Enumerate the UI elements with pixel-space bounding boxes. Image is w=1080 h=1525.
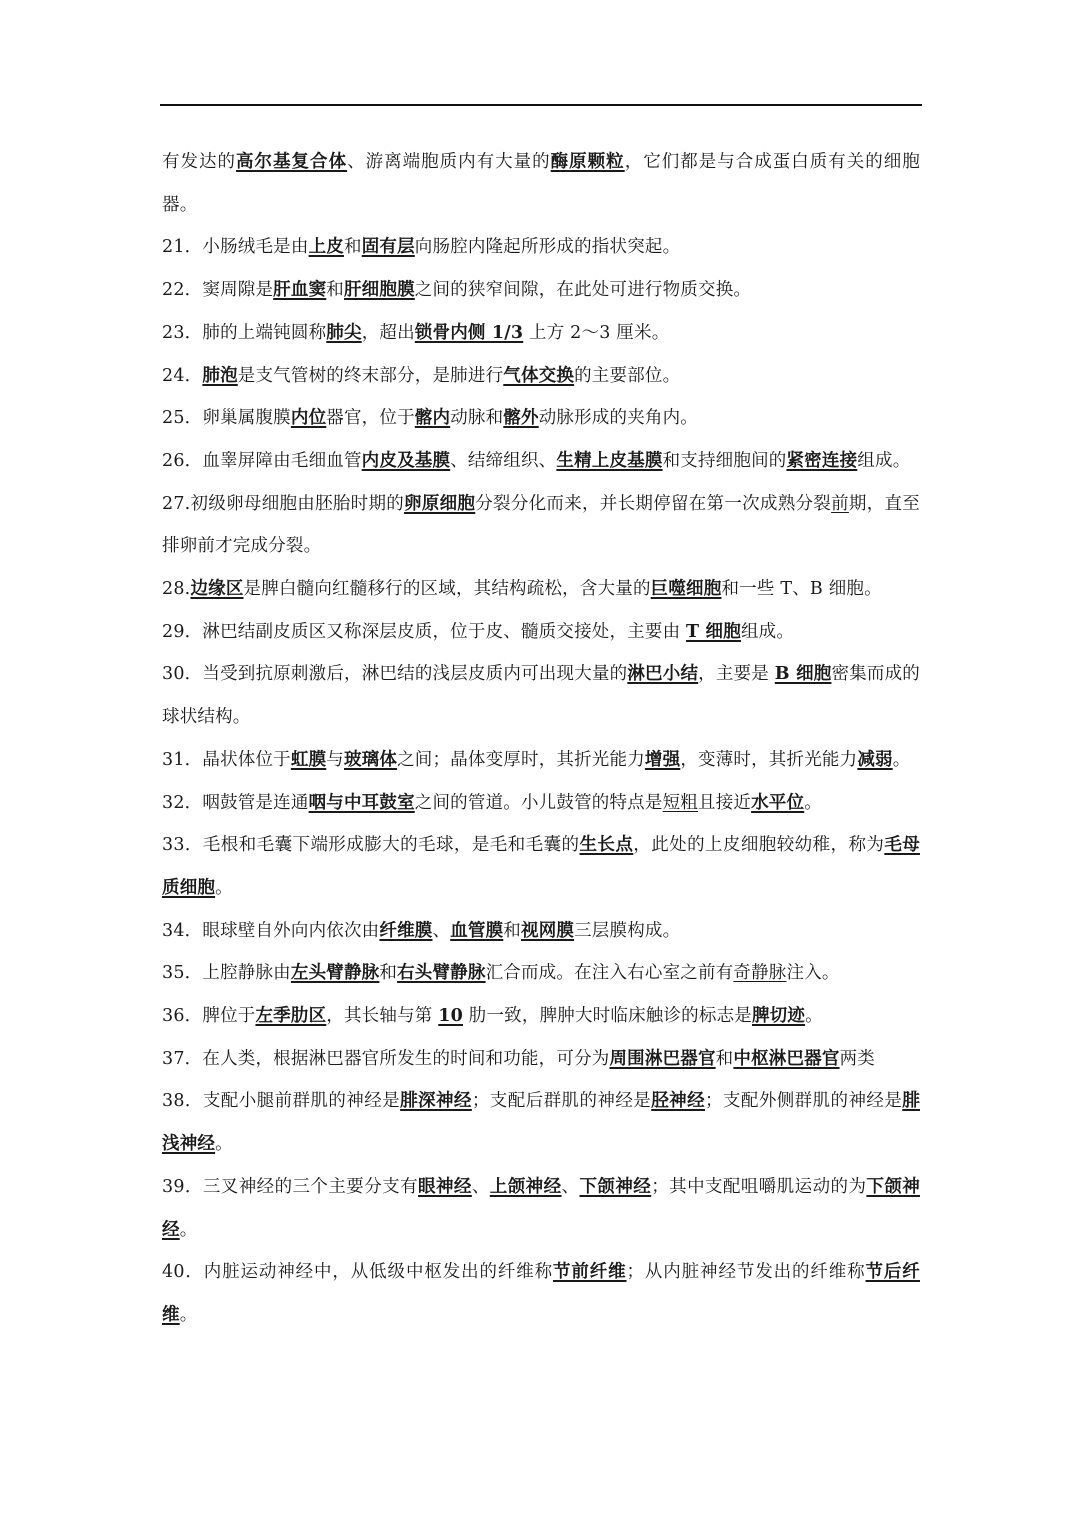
item-text: 动脉和 — [450, 408, 504, 429]
answer-term: 胫神经 — [651, 1091, 706, 1112]
item-text: 之间；晶体变厚时，其折光能力 — [397, 749, 645, 770]
question-item — [162, 355, 920, 398]
answer-term: 下颌神经 — [579, 1176, 652, 1197]
item-text: 和 — [343, 237, 362, 258]
item-text: 。 — [179, 1219, 198, 1240]
item-text: 与 — [326, 749, 344, 770]
item-text: 39．三叉神经的三个主要分支有 — [162, 1176, 419, 1197]
answer-term: 内皮及基膜 — [361, 450, 451, 471]
question-item — [162, 653, 920, 738]
answer-term: 咽与中耳鼓室 — [308, 792, 415, 813]
item-text: 。 — [215, 877, 233, 898]
question-item — [162, 1038, 920, 1081]
answer-term: 生精上皮基膜 — [556, 450, 663, 471]
answer-term: 左季肋区 — [255, 1006, 327, 1027]
item-text: 有发达的 — [162, 152, 237, 172]
answer-term: 肺泡 — [202, 365, 238, 386]
answer-term: 右头臂静脉 — [397, 963, 486, 984]
item-text: 25．卵巢属腹膜 — [162, 408, 291, 429]
item-text: 35．上腔静脉由 — [162, 963, 291, 984]
question-item — [162, 611, 920, 654]
answer-term: 短粗 — [662, 792, 698, 813]
item-text: 、 — [561, 1176, 580, 1197]
answer-term: 增强 — [644, 749, 681, 770]
answer-term: 前 — [831, 493, 849, 514]
answer-term: T 细胞 — [686, 621, 741, 642]
question-item — [162, 397, 920, 440]
question-item — [162, 440, 920, 483]
answer-term: 节前纤维 — [553, 1262, 627, 1283]
question-item — [162, 1251, 920, 1336]
item-text: 36．脾位于 — [162, 1006, 256, 1027]
answer-term: 10 — [438, 1006, 464, 1027]
item-text: ，超出 — [361, 322, 415, 343]
item-text: ；支配外侧群肌的神经是 — [705, 1091, 903, 1112]
document-body — [162, 141, 920, 1337]
item-text: ；支配后群肌的神经是 — [471, 1091, 652, 1112]
item-text: 32．咽鼓管是连通 — [162, 792, 309, 813]
item-text: 汇合而成。在注入右心室之前有 — [485, 963, 734, 984]
item-text: 和 — [326, 280, 344, 301]
item-text: 。 — [804, 792, 822, 813]
item-text: 。 — [892, 749, 911, 770]
answer-term: 内位 — [290, 408, 327, 429]
question-item — [162, 1166, 920, 1251]
item-text: 组成。 — [857, 450, 911, 471]
item-text: 、结缔组织、 — [450, 450, 557, 471]
answer-term: 肝细胞膜 — [343, 280, 415, 301]
question-item — [162, 782, 920, 825]
item-text: ；其中支配咀嚼肌运动的为 — [651, 1176, 867, 1197]
question-item — [162, 739, 920, 782]
item-text: 注入。 — [786, 963, 840, 984]
item-text: 和一些 T、B 细胞。 — [721, 579, 882, 600]
answer-term: 水平位 — [751, 792, 805, 813]
item-text: 是支气管树的终末部分，是肺进行 — [237, 365, 504, 386]
question-item — [162, 226, 920, 269]
answer-term: 脾切迹 — [751, 1006, 806, 1027]
item-text: 是脾白髓向红髓移行的区域，其结构疏松，含大量的 — [243, 579, 651, 600]
question-item — [162, 141, 920, 226]
item-text: 密集而成的球状结构。 — [162, 664, 921, 728]
item-text: 。 — [179, 1304, 198, 1325]
question-item — [162, 483, 920, 568]
answer-term: 毛母质细胞 — [162, 835, 920, 898]
question-item — [162, 269, 920, 312]
item-text: ；从内脏神经节发出的纤维称 — [626, 1262, 866, 1283]
item-text: ，主要是 — [698, 664, 775, 685]
item-text: 和 — [503, 920, 521, 941]
answer-term: 周围淋巴器官 — [609, 1048, 716, 1069]
item-text: 28. — [162, 579, 191, 600]
item-text: 上方 2～3 厘米。 — [523, 322, 670, 343]
answer-term: 紧密连接 — [786, 450, 858, 471]
item-text: 23．肺的上端钝圆称 — [162, 322, 327, 343]
item-text: 组成。 — [740, 621, 795, 642]
item-text: 40．内脏运动神经中，从低级中枢发出的纤维称 — [162, 1262, 553, 1283]
answer-term: 纤维膜 — [379, 920, 433, 941]
item-text: 和 — [379, 963, 398, 984]
question-item — [162, 995, 920, 1038]
item-text: 和支持细胞间的 — [662, 450, 787, 471]
item-text: 、 — [432, 920, 451, 941]
answer-term: 固有层 — [361, 237, 415, 258]
answer-term: 玻璃体 — [343, 749, 398, 770]
answer-term: 肝血窦 — [273, 280, 327, 301]
answer-term: 奇静脉 — [733, 963, 787, 984]
item-text: 分裂分化而来，并长期停留在第一次成熟分裂 — [475, 493, 832, 514]
answer-term: 上皮 — [308, 237, 344, 258]
answer-term: 腓浅神经 — [162, 1091, 920, 1155]
item-text: ，此处的上皮细胞较幼稚，称为 — [633, 835, 885, 856]
answer-term: 髂内 — [414, 408, 451, 429]
item-text: 37．在人类，根据淋巴器官所发生的时间和功能，可分为 — [162, 1048, 610, 1069]
answer-term: 中枢淋巴器官 — [733, 1048, 840, 1069]
answer-term: 左头臂静脉 — [290, 963, 380, 984]
item-text: 向肠腔内隆起所形成的指状突起。 — [414, 237, 681, 258]
answer-term: 下颌神经 — [162, 1176, 920, 1240]
item-text: ，其长轴与第 — [326, 1006, 439, 1027]
answer-term: 髂外 — [503, 408, 539, 429]
answer-term: 减弱 — [857, 749, 893, 770]
answer-term: B 细胞 — [774, 664, 832, 685]
answer-term: 血管膜 — [450, 920, 504, 941]
item-text: 肋一致，脾肿大时临床触诊的标志是 — [463, 1006, 752, 1027]
answer-term: 生长点 — [579, 835, 634, 856]
item-text: 26．血睾屏障由毛细血管 — [162, 450, 362, 471]
item-text: 33．毛根和毛囊下端形成膨大的毛球，是毛和毛囊的 — [162, 835, 580, 856]
item-text: 之间的管道。小儿鼓管的特点是 — [414, 792, 663, 813]
header-rule — [160, 104, 922, 106]
item-text: 的主要部位。 — [574, 365, 681, 386]
answer-term: 肺尖 — [326, 322, 362, 343]
item-text: 31．晶状体位于 — [162, 749, 291, 770]
answer-term: 酶原颗粒 — [550, 152, 625, 172]
item-text: 器官，位于 — [326, 408, 415, 429]
question-item — [162, 568, 920, 611]
answer-term: 边缘区 — [190, 579, 244, 600]
question-item — [162, 824, 920, 909]
question-item — [162, 952, 920, 995]
item-text: 之间的狭窄间隙，在此处可进行物质交换。 — [414, 280, 752, 301]
item-text: 和 — [715, 1048, 734, 1069]
answer-term: 锁骨内侧 1/3 — [414, 322, 524, 343]
item-text: 30．当受到抗原刺激后，淋巴结的浅层皮质内可出现大量的 — [162, 664, 628, 685]
answer-term: 节后纤维 — [162, 1262, 920, 1325]
question-item — [162, 312, 920, 355]
answer-term: 上颌神经 — [489, 1176, 562, 1197]
item-text: 。 — [805, 1006, 823, 1027]
item-text: 34．眼球壁自外向内依次由 — [162, 920, 380, 941]
answer-term: 视网膜 — [521, 920, 575, 941]
item-text: 两类 — [839, 1048, 875, 1069]
item-text: 24． — [162, 365, 203, 386]
item-text: ，它们都是与合成蛋白质有关的细胞器。 — [162, 152, 920, 215]
item-text: 22．窦周隙是 — [162, 280, 274, 301]
item-text: 三层膜构成。 — [574, 920, 681, 941]
answer-term: 虹膜 — [290, 749, 327, 770]
item-text: ，变薄时，其折光能力 — [680, 749, 858, 770]
answer-term: 淋巴小结 — [627, 664, 699, 685]
answer-term: 腓深神经 — [400, 1091, 472, 1112]
item-text: 期，直至排卵前才完成分裂。 — [162, 493, 920, 557]
item-text: 27.初级卵母细胞由胚胎时期的 — [162, 493, 405, 514]
item-text: 38．支配小腿前群肌的神经是 — [162, 1091, 401, 1112]
item-text: 、游离端胞质内有大量的 — [347, 152, 551, 172]
answer-term: 巨噬细胞 — [650, 579, 722, 600]
item-text: 动脉形成的夹角内。 — [538, 408, 699, 429]
answer-term: 高尔基复合体 — [236, 152, 348, 172]
item-text: 21．小肠绒毛是由 — [162, 237, 309, 258]
question-item — [162, 1080, 920, 1165]
answer-term: 眼神经 — [418, 1176, 472, 1197]
answer-term: 卵原细胞 — [404, 493, 476, 514]
item-text: 且接近 — [698, 792, 752, 813]
item-text: 、 — [471, 1176, 490, 1197]
answer-term: 气体交换 — [503, 365, 575, 386]
item-text: 29．淋巴结副皮质区又称深层皮质，位于皮、髓质交接处，主要由 — [162, 621, 687, 642]
item-text: 。 — [215, 1134, 233, 1155]
question-item — [162, 910, 920, 953]
